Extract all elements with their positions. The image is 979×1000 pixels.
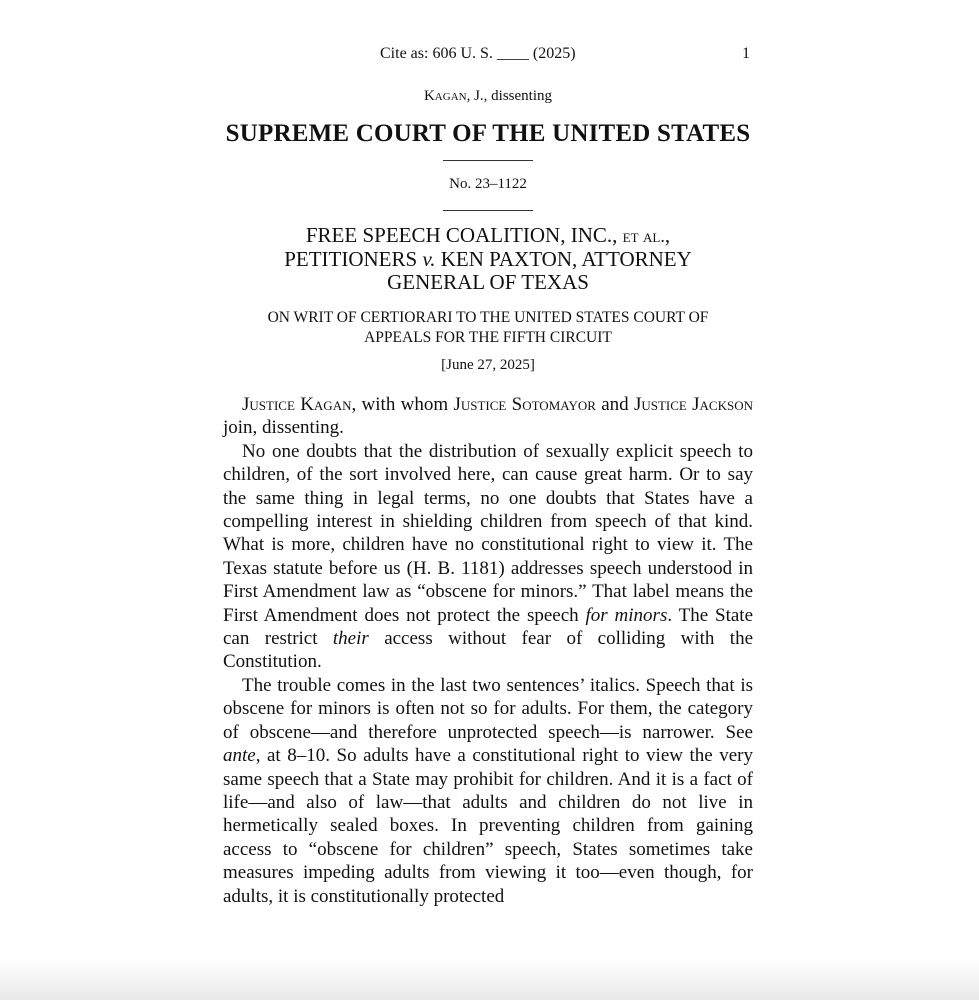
caption-et-al: et al.: [622, 226, 665, 246]
divider-rule: [443, 160, 533, 161]
opinion-body: [223, 393, 753, 908]
court-title: SUPREME COURT OF THE UNITED STATES: [225, 120, 751, 147]
caption-text: ,: [664, 223, 671, 247]
italic-text: for minors: [585, 604, 668, 626]
case-caption: [223, 224, 753, 294]
justice-name: Justice Jackson: [633, 394, 753, 415]
body-text: . The State can restrict: [223, 604, 754, 650]
body-text: , with whom: [351, 394, 454, 415]
running-head: [223, 88, 753, 105]
caption-text: FREE SPEECH COALITION, INC.,: [305, 223, 623, 247]
writ-line: ON WRIT OF CERTIORARI TO THE UNITED STATES COURT OF: [267, 309, 709, 326]
running-head-rest: , J., dissenting: [466, 88, 553, 104]
body-text: and: [595, 394, 634, 415]
docket-number: No. 23–1122: [449, 176, 527, 192]
body-text: access without fear of colliding with the Constitution.: [223, 628, 753, 673]
page-bottom-shadow: [0, 960, 979, 1000]
page-header: [0, 45, 979, 67]
citation-line: Cite as: 606 U. S. ____ (2025): [380, 45, 576, 62]
body-paragraph: [223, 674, 753, 908]
body-paragraph: [223, 440, 753, 674]
caption-line: GENERAL OF TEXAS: [387, 270, 589, 294]
writ-line: APPEALS FOR THE FIFTH CIRCUIT: [364, 329, 612, 346]
body-text: join, dissenting.: [223, 417, 344, 439]
justice-name: Justice Sotomayor: [453, 394, 596, 415]
italic-text: ante: [223, 745, 256, 767]
decision-date: [June 27, 2025]: [441, 357, 535, 373]
running-head-justice: Kagan: [423, 88, 467, 104]
divider-rule: [443, 210, 533, 211]
caption-line: [223, 224, 753, 248]
caption-versus: v.: [422, 247, 436, 271]
caption-text: KEN PAXTON, ATTORNEY: [435, 247, 692, 271]
body-text: The trouble comes in the last two sentences’ italics. Speech that is obscene for minors is often not so for adults. For them, the category of obscene—and therefore unprotected speech—is narrower. See: [223, 674, 753, 743]
page-number: 1: [742, 45, 750, 62]
justice-name: Justice Kagan: [242, 394, 352, 415]
body-text: , at 8–10. So adults have a constitutional right to view the very same speech that a State may prohibit for children. And it is a fact of life—and also of law—that adults and children do not live in hermetically sealed boxes. In preventing children from gaining access to “obscene for children” speech, States sometimes take measures impeding adults from viewing it too—even though, for adults, it is constitutionally protected: [223, 745, 753, 907]
writ-statement: [223, 308, 753, 348]
caption-line: [223, 248, 753, 271]
body-text: No one doubts that the distribution of sexually explicit speech to children, of the sort involved here, can cause great harm. Or to say the same thing in legal terms, no one doubts that States have a compelling interest in shielding children from speech of that kind. What is more, children have no constitutional right to view it. The Texas statute before us (H. B. 1181) addresses speech understood in First Amendment law as “obscene for minors.” That label means the First Amendment does not protect the speech: [223, 440, 753, 626]
intro-paragraph: [223, 393, 753, 440]
italic-text: their: [332, 628, 369, 650]
caption-text: PETITIONERS: [284, 247, 423, 271]
